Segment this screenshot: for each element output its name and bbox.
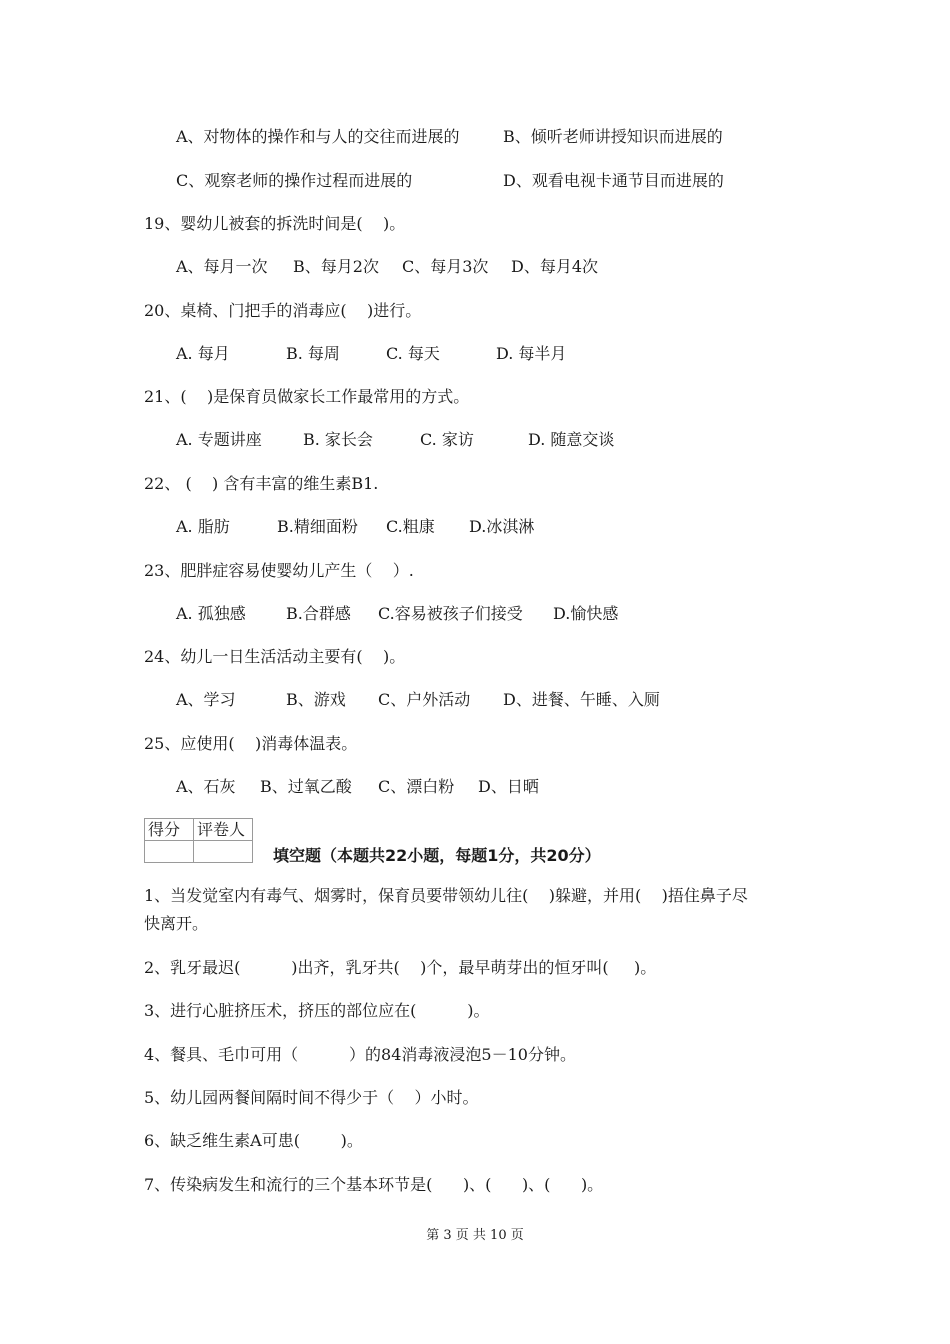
grader-cell xyxy=(194,841,253,863)
q18-option-c: C、观察老师的操作过程而进展的 xyxy=(176,171,413,190)
q23-option-c: C.容易被孩子们接受 xyxy=(378,604,523,623)
question-24: 24、幼儿一日生活活动主要有( )。 xyxy=(144,647,406,666)
q20-option-b: B. 每周 xyxy=(286,344,340,363)
score-table xyxy=(144,818,253,863)
question-19: 19、婴幼儿被套的拆洗时间是( )。 xyxy=(144,214,406,233)
q21-option-d: D. 随意交谈 xyxy=(528,430,615,449)
fill-question-3: 3、进行心脏挤压术，挤压的部位应在( )。 xyxy=(144,1001,490,1020)
q19-option-b: B、每月2次 xyxy=(293,257,379,276)
fill-question-4: 4、餐具、毛巾可用（ ）的84消毒液浸泡5－10分钟。 xyxy=(144,1045,576,1064)
q19-option-a: A、每月一次 xyxy=(176,257,268,276)
question-21: 21、( )是保育员做家长工作最常用的方式。 xyxy=(144,387,470,406)
q20-option-d: D. 每半月 xyxy=(496,344,567,363)
q25-option-d: D、日晒 xyxy=(478,777,539,796)
q22-option-d: D.冰淇淋 xyxy=(469,517,535,536)
q24-option-a: A、学习 xyxy=(176,690,236,709)
q20-option-c: C. 每天 xyxy=(386,344,440,363)
q18-option-d: D、观看电视卡通节目而进展的 xyxy=(503,171,724,190)
q22-option-c: C.粗康 xyxy=(386,517,435,536)
question-20: 20、桌椅、门把手的消毒应( )进行。 xyxy=(144,301,422,320)
score-cell xyxy=(145,841,194,863)
question-25: 25、应使用( )消毒体温表。 xyxy=(144,734,358,753)
q23-option-d: D.愉快感 xyxy=(553,604,619,623)
q24-option-d: D、进餐、午睡、入厕 xyxy=(503,690,660,709)
q22-option-b: B.精细面粉 xyxy=(277,517,358,536)
question-22: 22、 ( ) 含有丰富的维生素B1. xyxy=(144,474,379,493)
q23-option-b: B.合群感 xyxy=(286,604,351,623)
q20-option-a: A. 每月 xyxy=(176,344,230,363)
fill-question-7: 7、传染病发生和流行的三个基本环节是( )、( )、( )。 xyxy=(144,1175,604,1194)
q19-option-d: D、每月4次 xyxy=(511,257,599,276)
q18-option-a: A、对物体的操作和与人的交往而进展的 xyxy=(176,127,460,146)
q19-option-c: C、每月3次 xyxy=(402,257,489,276)
q25-option-c: C、漂白粉 xyxy=(378,777,455,796)
fill-question-2: 2、乳牙最迟( )出齐，乳牙共( )个，最早萌芽出的恒牙叫( )。 xyxy=(144,958,657,977)
q23-option-a: A. 孤独感 xyxy=(176,604,246,623)
section-title: 填空题（本题共22小题，每题1分，共20分） xyxy=(273,846,601,865)
q21-option-b: B. 家长会 xyxy=(303,430,373,449)
q24-option-c: C、户外活动 xyxy=(378,690,471,709)
q18-option-b: B、倾听老师讲授知识而进展的 xyxy=(503,127,723,146)
grader-header: 评卷人 xyxy=(194,819,253,841)
q25-option-a: A、石灰 xyxy=(176,777,236,796)
fill-question-6: 6、缺乏维生素A可患( )。 xyxy=(144,1131,363,1150)
page-footer: 第 3 页 共 10 页 xyxy=(426,1228,524,1243)
fill-question-1-line2: 快离开。 xyxy=(144,914,209,933)
fill-question-5: 5、幼儿园两餐间隔时间不得少于（ ）小时。 xyxy=(144,1088,479,1107)
q21-option-c: C. 家访 xyxy=(420,430,474,449)
q25-option-b: B、过氧乙酸 xyxy=(260,777,352,796)
score-header: 得分 xyxy=(145,819,194,841)
q21-option-a: A. 专题讲座 xyxy=(176,430,262,449)
q24-option-b: B、游戏 xyxy=(286,690,346,709)
q22-option-a: A. 脂肪 xyxy=(176,517,230,536)
question-23: 23、肥胖症容易使婴幼儿产生（ ）. xyxy=(144,561,414,580)
fill-question-1-line1: 1、当发觉室内有毒气、烟雾时，保育员要带领幼儿往( )躲避，并用( )捂住鼻子尽 xyxy=(144,886,748,905)
